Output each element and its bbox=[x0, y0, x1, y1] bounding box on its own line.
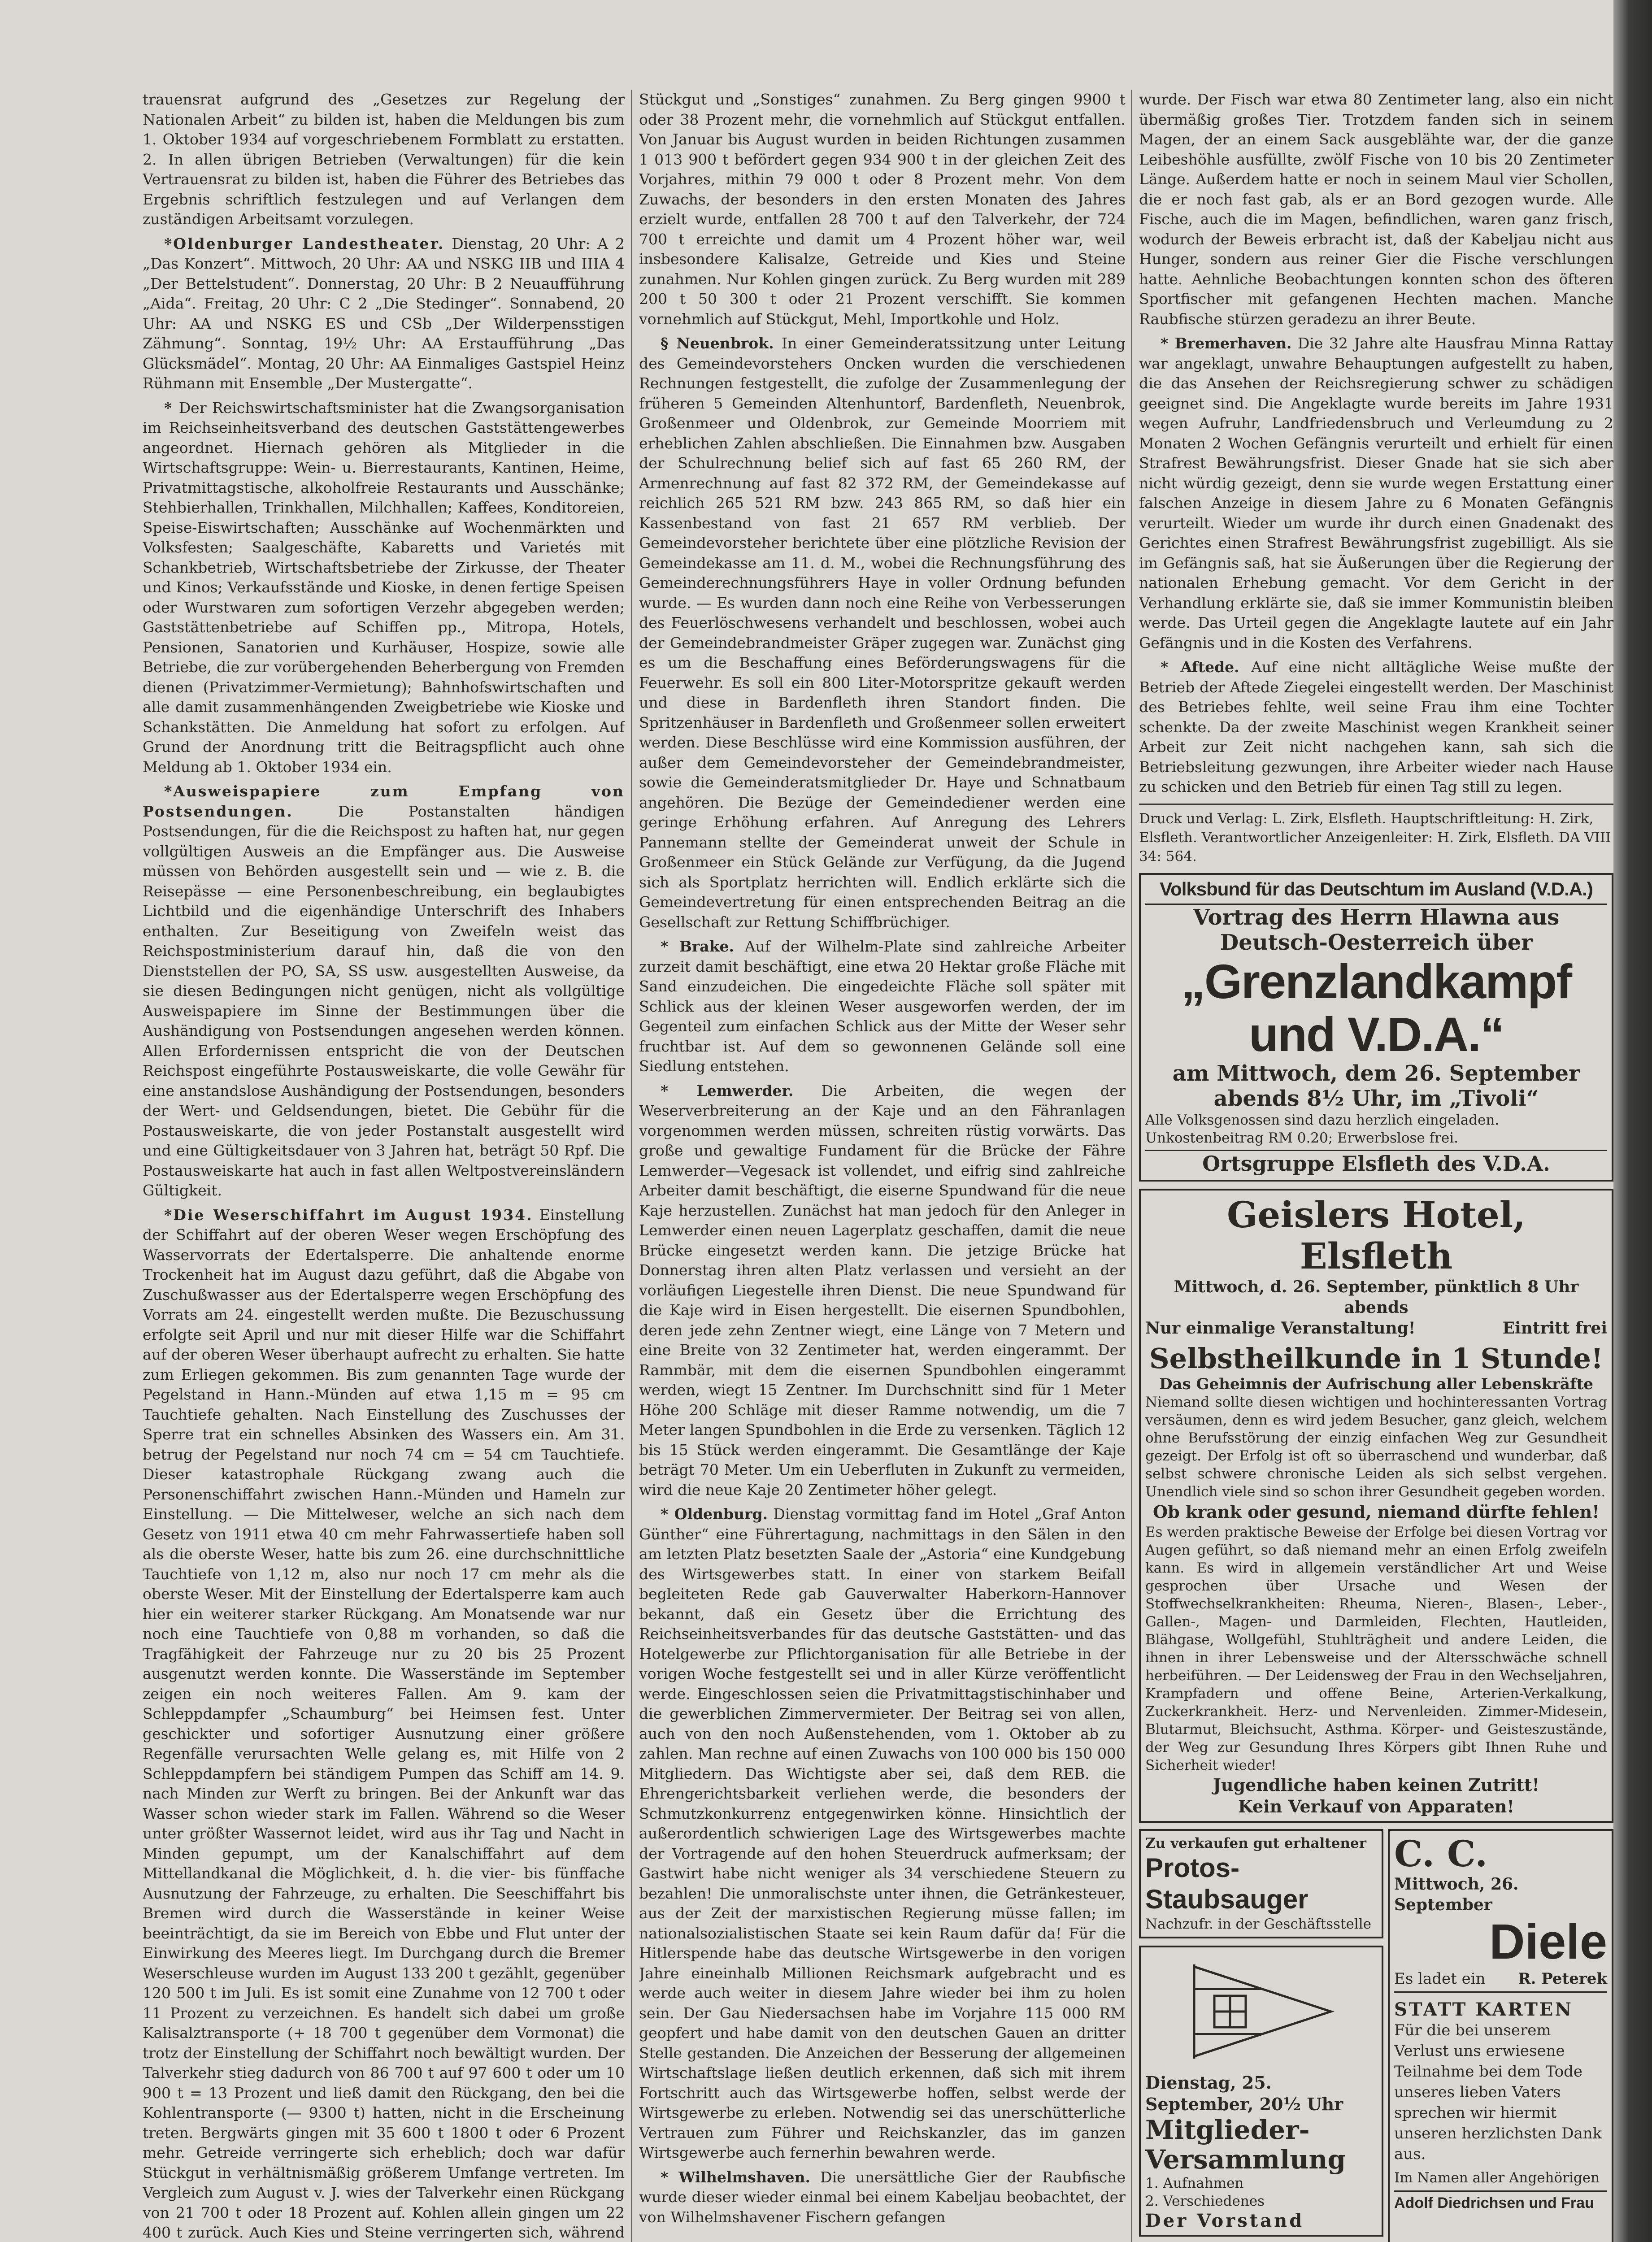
article-paragraph: § Neuenbrok. In einer Gemeinderatssitzung unter Leitung des Gemeindevorstehers Oncken wurden die verschiedenen Rechnungen festgestellt, die zufolge der Zusammenlegung der früheren 5 Gemeinden Altenhuntorf, Bardenfleth, Neuenbrok, Großenmeer und Oldenbrok, zur Gemeinde Moorriem mit erheblichen Zahlen abschließen. Die Einnahmen bzw. Ausgaben der Schulrechnung belief sich auf fast 65 260 RM, der Armenrechnung auf fast 82 372 RM, der Gemeindekasse auf reichlich 265 521 RM bzw. 243 865 RM, so daß hier ein Kassenbestand von fast 21 657 RM verblieb. Der Gemeindevorsteher berichtete über eine plötzliche Revision der Gemeindekasse am 11. d. M., wobei die Rechnungsführung des Gemeinderechnungsführers Haye in voller Ordnung befunden wurde. — Es wurden dann noch eine Reihe von Verbesserungen des Feuerlöschwesens verhandelt und beschlossen, wobei auch der Gemeindebrandmeister Gräper zugegen war. Zunächst ging es um die Beschaffung eines Beförderungswagens für die Feuerwehr. Es soll ein 800 Liter-Motorspritze gekauft werden und diese in Bardenfleth ihren Standort finden. Die Spritzenhäuser in Bardenfleth und Großenmeer sollen erweitert werden. Diese Beschlüsse wird eine Kommission ausführen, der außer dem Gemeindevorsteher der Gemeindebrandmeister, sowie die Gemeinderatsmitglieder Dr. Haye und Schnatbaum angehören. Die Bezüge der Gemeindediener werden eine geringe Erhöhung erfahren. Auf Anregung des Lehrers Pannemann stellte der Gemeinderat unweit der Schule in Großenmeer ein Stück Gelände zur Verfügung, da die Jugend sich als Sportplatz herrichten will. Endlich erklärte sich die Gemeindevertretung für einen entsprechenden Beitrag an die Gesellschaft zur Rettung Schiffbrüchiger. bbox=[639, 335, 1126, 931]
ad-text: 1. Aufnahmen bbox=[1145, 2175, 1244, 2191]
ad-text: am Mittwoch, dem 26. September bbox=[1172, 1060, 1580, 1086]
ad-text: Jugendliche haben keinen Zutritt! bbox=[1213, 1774, 1540, 1795]
ad-text: Ob krank oder gesund, niemand dürfte fehlen! bbox=[1153, 1501, 1600, 1522]
column-2 bbox=[639, 90, 1126, 2242]
ad-headline: C. C. bbox=[1394, 1832, 1488, 1875]
column-rule bbox=[1131, 90, 1132, 2242]
ad-signature: Ortsgruppe Elsfleth des V.D.A. bbox=[1145, 1150, 1607, 1176]
ad-text: Zu verkaufen gut erhaltener bbox=[1145, 1835, 1366, 1851]
ad-text: Das Geheimnis der Aufrischung aller Lebenskräfte bbox=[1159, 1375, 1593, 1393]
article-paragraph: * Bremerhaven. Die 32 Jahre alte Hausfrau Minna Rattay war angeklagt, unwahre Behauptungen aufgestellt zu haben, die das Ansehen der Reichsregierung schwer zu schädigen geeignet sind. Die Angeklagte wurde bereits im Jahre 1931 wegen Aufruhr, Landfriedensbruch und Verleumdung zu 2 Monaten 2 Wochen Gefängnis verurteilt und erhielt für einen Strafrest Bewährungsfrist. Dieser Gnade hat sie sich aber nicht würdig gezeigt, denn sie wurde wegen Erstattung einer falschen Anzeige in diesem Jahre zu 6 Monaten Gefängnis verurteilt. Wieder um wurde ihr durch einen Gnadenakt des Gerichtes einen Strafrest Bewährungsfrist zugebilligt. Als sie im Gefängnis saß, hat sie Äußerungen über die Regierung der nationalen Erhebung gemacht. Vor dem Gericht in der Verhandlung erklärte sie, daß sie immer Kommunistin bleiben werde. Das Urteil gegen die Angeklagte lautete auf ein Jahr Gefängnis und in die Kosten des Verfahrens. bbox=[1139, 335, 1613, 652]
ad-text: Alle Volksgenossen sind dazu herzlich eingeladen. Unkostenbeitrag RM 0.20; Erwerbslose frei. bbox=[1145, 1112, 1500, 1146]
small-ads bbox=[1139, 1829, 1383, 2242]
article-paragraph: * Brake. Auf der Wilhelm-Plate sind zahlreiche Arbeiter zurzeit damit beschäftigt, eine etwa 20 Hektar große Fläche mit Sand einzudeichen. Die eingedeichte Fläche soll später mit Schlick aus der kleinen Weser ausgeworfen werden, der im Gegenteil zum einfachen Schlick aus der Mitte der Weser sehr fruchtbar ist. Auf dem so gewonnenen Gelände soll eine Siedlung entstehen. bbox=[639, 938, 1126, 1075]
ad-title: Geislers Hotel, Elsfleth bbox=[1226, 1193, 1526, 1277]
ad-text: Vortrag des Herrn Hlawna aus Deutsch-Oesterreich über bbox=[1193, 904, 1560, 955]
ad-text: Mittwoch, 26. September bbox=[1394, 1874, 1519, 1914]
ad-text: Es ladet ein bbox=[1394, 1969, 1486, 1988]
ad-text: R. Peterek bbox=[1518, 1969, 1607, 1988]
ad-text: Niemand sollte diesen wichtigen und hochinteressanten Vortrag versäumen, denn es wird jedem Besucher, ganz gleich, welchem ohne Berufsstörung der einzig einfachen Weg zur Gesundheit gezeigt. Der Erfolg ist oft so überraschend und wunderbar, daß selbst schwere chronische Leiden als sich selbst vergehen. Unendlich viele sind so schon ihrer Gesundheit gegeben worden. bbox=[1145, 1394, 1607, 1500]
ad-headline: Mitglieder-Versammlung bbox=[1145, 2114, 1346, 2175]
ad-text: 2. Verschiedenes bbox=[1145, 2193, 1265, 2209]
ad-text: Nur einmalige Veranstaltung! bbox=[1145, 1318, 1416, 1338]
vda-advertisement bbox=[1139, 873, 1613, 1182]
article-paragraph: * Oldenburg. Dienstag vormittag fand im Hotel „Graf Anton Günther“ eine Führertagung, nachmittags in den Sälen in den am letzten Platz besetzten Saale der „Astoria“ eine Kundgebung des Wirtsgewerbes statt. In einer von starkem Beifall begleiteten Rede gab Gauverwalter Haberkorn-Hannover bekannt, daß ein Gesetz über die Errichtung des Reichseinheitsverbandes für das deutsche Gaststätten- und das Hotelgewerbe zur Pflichtorganisation für alle Betriebe in der vorigen Woche festgestellt sei und in aller Kürze veröffentlicht werde. Eingeschlossen seien die Privatmittagstischinhaber und die gewerblichen Zimmervermieter. Der Beitrag sei von allen, auch von den noch Außenstehenden, vom 1. Oktober ab zu zahlen. Man rechne auf einen Zuwachs von 100 000 bis 150 000 Mitgliedern. Das Wichtigste aber sei, daß dem REB. die Ehrengerichtsbarkeit verliehen werde, die besonders der Schmutzkonkurrenz entgegenwirken könne. Hinsichtlich der außerordentlich schwierigen Lage des Wirtsgewerbes machte der Vortragende auf den hohen Steuerdruck aufmerksam; der Gastwirt habe nicht weniger als 34 verschiedene Steuern zu bezahlen! Die unmoralischste unter ihnen, die Getränkesteuer, aus der Zeit der marxistischen Regierung müsse fallen; im nationalsozialistischen Staate sei kein Raum dafür da! Für die Hitlerspende habe das deutsche Wirtsgewerbe in den vorigen Jahre eineinhalb Millionen Reichsmark aufgebracht und es werde auch weiter in diesem Jahre wieder bei ihm zu holen sein. Der Gau Niedersachsen habe im Vorjahre 115 000 RM geopfert und habe damit von den deutschen Gauen an dritter Stelle gestanden. Die Anzeichen der Besserung der allgemeinen Wirtschaftslage ließen deutlich erkennen, daß sich mit ihrem Fortschritt auch das Wirtsgewerbe hoffen, selbst werde der Wirtsgewerbe zu erleben. Notwendig sei das unerschütterliche Vertrauen zum Führer und Reichskanzler, das im ganzen Wirtsgewerbe auch fernerhin bewahren werde. bbox=[639, 1505, 1126, 2161]
article-paragraph: * Wilhelmshaven. Die unersättliche Gier der Raubfische wurde dieser wieder einmal bei einem Kabeljau beobachtet, der von Wilhelmshavener Fischern gefangen bbox=[639, 2168, 1126, 2226]
imprint: Druck und Verlag: L. Zirk, Elsfleth. Hauptschriftleitung: H. Zirk, Elsfleth. Verantwortlicher Anzeigenleiter: H. Zirk, Elsfleth. DA VIII 34: 564. bbox=[1139, 804, 1613, 866]
ad-text: Für die bei unserem Verlust uns erwiesene Teilnahme bei dem Tode unseres lieben Vaters sprechen wir hiermit unseren herzlichsten Dank aus. bbox=[1394, 2021, 1602, 2163]
article-paragraph: * Lemwerder. Die Arbeiten, die wegen der Weserverbreiterung an der Kaje und an den Fähranlagen vorgenommen werden müssen, schreiten rüstig vorwärts. Das große und gewaltige Fundament für die Brücke der Fähre Lemwerder—Vegesack ist vollendet, und eifrig sind zahlreiche Arbeiter damit beschäftigt, die eiserne Spundwand für die neue Kaje herzustellen. Zunächst hat man jedoch für den Anleger in Lemwerder einen neuen Lagerplatz geschaffen, damit die neue Brücke eingesetzt werden kann. Die jetzige Brücke hat Donnerstag ihren alten Platz verlassen und versieht an der vorläufigen Liegestelle ihren Dienst. Die neue Spundwand für die Kaje wird in Eisen hergestellt. Die eisernen Spundbohlen, deren jede zehn Zentner wiegt, eine Länge von 7 Metern und eine Breite von 32 Zentimeter hat, werden eingerammt. Der Rammbär, mit dem die eisernen Spundbohlen eingerammt werden, wiegt 15 Zentner. Im Durchschnitt sind für 1 Meter Höhe 200 Schläge mit dieser Ramme notwendig, um die 7 Meter langen Spundbohlen in die Erde zu versenken. Täglich 12 bis 15 Stück werden eingerammt. Die Gesamtlänge der Kaje beträgt 70 Meter. Um ein Ueberfluten in Zukunft zu vermeiden, wird die neue Kaje 20 Zentimeter höher gelegt. bbox=[639, 1082, 1126, 1499]
ad-headline: „Grenzlandkampf und V.D.A.“ bbox=[1181, 954, 1572, 1061]
ad-text: Im Namen aller Angehörigen bbox=[1394, 2169, 1600, 2186]
article-paragraph: trauensrat aufgrund des „Gesetzes zur Regelung der Nationalen Arbeit“ zu bilden ist, haben die Meldungen bis zum 1. Oktober 1934 auf vorgeschriebenem Formblatt zu erstatten. 2. In allen übrigen Betrieben (Verwaltungen) für die kein Vertrauensrat zu bilden ist, haben die Führer des Betriebes das Ergebnis schriftlich festzulegen und auf Verlangen dem zuständigen Arbeitsamt vorzulegen. bbox=[143, 91, 625, 228]
ad-text: Kein Verkauf von Apparaten! bbox=[1238, 1796, 1515, 1816]
column-1 bbox=[143, 90, 625, 2242]
ad-text: Dienstag, 25. September, 20½ Uhr bbox=[1145, 2072, 1343, 2114]
article-paragraph: *Oldenburger Landestheater. Dienstag, 20 Uhr: A 2 „Das Konzert“. Mittwoch, 20 Uhr: AA und NSKG IIB und IIIA 4 „Der Bettelstudent“. Donnerstag, 20 Uhr: B 2 Neuaufführung „Aida“. Freitag, 20 Uhr: C 2 „Die Stedinger“. Sonnabend, 20 Uhr: AA und NSKG ES und CSb „Der Wilderpensstigen Zähmung“. Sonntag, 19½ Uhr: AA Erstaufführung „Das Glücksmädel“. Montag, 20 Uhr: AA Einmaliges Gastspiel Heinz Rühmann mit Ensemble „Der Mustergatte“. bbox=[143, 235, 625, 392]
ad-banner: Volksbund für das Deutschtum im Ausland (V.D.A.) bbox=[1145, 878, 1607, 905]
article-paragraph: * Der Reichswirtschaftsminister hat die Zwangsorganisation im Reichseinheitsverband des deutschen Gaststättengewerbes angeordnet. Hiernach gehören als Mitglieder in die Wirtschaftsgruppe: Wein- u. Bierrestaurants, Kantinen, Heime, Privatmittagstische, alkoholfreie Restaurants und Ausschänke; Stehbierhallen, Trinkhallen, Milchhallen; Kaffees, Konditoreien, Speise-Eiswirtschaften; Ausschänke auf Wochenmärkten und Volksfesten; Saalgeschäfte, Kabaretts und Varietés mit Schankbetrieb, Wirtschaftsbetriebe der Zirkusse, der Theater und Kinos; Verkaufsstände und Kioske, in denen fertige Speisen oder Wurstwaren zum sofortigen Verzehr abgegeben werden; Gaststättenbetriebe auf Schiffen pp., Mitropa, Hotels, Pensionen, Sanatorien und Kurhäuser, Hospize, sowie alle Betriebe, die zur vorübergehenden Beherbergung von Fremden dienen (Privatzimmer-Vermietung); Bahnhofswirtschaften und alle damit zusammenhängenden Zweigbetriebe wie Kioske und Schankstätten. Die Anmeldung hat sofort zu erfolgen. Auf Grund der Anordnung tritt die Beitragspflicht auch ohne Meldung ab 1. Oktober 1934 ein. bbox=[143, 399, 625, 776]
ad-headline: Diele bbox=[1489, 1914, 1607, 1969]
article-paragraph: Stückgut und „Sonstiges“ zunahmen. Zu Berg gingen 9900 t oder 38 Prozent mehr, die vornehmlich auf Stückgut entfallen. Von Januar bis August wurden in beiden Richtungen zusammen 1 013 900 t befördert gegen 934 900 t in der gleichen Zeit des Vorjahres, mithin 79 000 t oder 8 Prozent mehr. Von dem Zuwachs, der besonders in den ersten Monaten des Jahres erzielt wurde, entfallen 28 700 t auf den Talverkehr, der 724 700 t erreichte und damit um 4 Prozent höher war, weil insbesondere Kalisalze, Getreide und Kies und Steine zunahmen. Nur Kohlen gingen zurück. Zu Berg wurden mit 289 200 t 50 300 t oder 21 Prozent verschifft. Sie kommen vornehmlich auf Stückgut, Mehl, Importkohle und Holz. bbox=[639, 91, 1126, 328]
lecture-advertisement bbox=[1139, 1189, 1613, 1823]
article-paragraph: wurde. Der Fisch war etwa 80 Zentimeter lang, also ein nicht übermäßig großes Tier. Trotzdem fanden sich in seinem Magen, der an einem Sack ausgeblähte war, der die ganze Leibeshöhle ausfüllte, zwölf Fische von 10 bis 20 Zentimeter Länge. Außerdem hatte er noch in seinem Maul vier Schollen, die er noch fast gab, als er an Bord gezogen wurde. Alle Fische, auch die im Magen, befindlichen, waren ganz frisch, wodurch der Beweis erbracht ist, daß der Kabeljau nicht aus Hunger, sondern aus reiner Gier die Fische verschlungen hatte. Aehnliche Beobachtungen konnten schon des öfteren Sportfischer mit gefangenen Hechten machen. Manche Raubfische stürzen geradezu an ihrer Beute. bbox=[1139, 91, 1613, 328]
ad-signature: Der Vorstand bbox=[1145, 2210, 1304, 2231]
article-paragraph: *Ausweispapiere zum Empfang von Postsendungen. Die Postanstalten händigen Postsendungen, für die die Reichspost zu haften hat, nur gegen vollgültigen Ausweis an die Empfänger aus. Die Ausweise müssen von Behörden ausgestellt sein und — wie z. B. die Reisepässe — eine Personenbeschreibung, ein beglaubigtes Lichtbild und die eigenhändige Unterschrift des Inhabers enthalten. Zur Beseitigung von Zweifeln weist das Reichspostministerium darauf hin, daß die von den Dienststellen der PO, SA, SS usw. ausgestellten Ausweise, da sie diesen Bedingungen nicht genügen, nicht als vollgültige Ausweispapiere im Sinne der Bestimmungen über die Aushändigung von Postsendungen angesehen werden können. Allen Erfordernissen entspricht die von der Deutschen Reichspost eingeführte Postausweiskarte, die volle Gewähr für eine anstandslose Aushändigung der Postsendungen, besonders der Wert- und Geldsendungen, bietet. Die Gebühr für die Postausweiskarte, die von jeder Postanstalt ausgestellt wird und eine Gültigkeitsdauer von 3 Jahren hat, beträgt 50 Rpf. Die Postausweiskarte hat auch in fast allen Weltpostvereinsländern Gültigkeit. bbox=[143, 782, 625, 1199]
column-3 bbox=[1139, 90, 1613, 2242]
ad-text: Eintritt frei bbox=[1502, 1318, 1607, 1338]
ad-text: Mittwoch, d. 26. September, pünktlich 8 Uhr abends bbox=[1174, 1277, 1579, 1317]
article-paragraph: *Die Weserschiffahrt im August 1934. Einstellung der Schiffahrt auf der oberen Weser wegen Erschöpfung des Wasservorrats der Edertalsperre. Die anhaltende enorme Trockenheit hat im August dazu geführt, daß die Abgabe von Zuschußwasser aus der Edertalsperre wegen Erschöpfung des Vorrats am 24. eingestellt werden mußte. Die Bezuschussung erfolgte seit April und nur mit dieser Hilfe war die Schiffahrt auf der oberen Weser überhaupt aufrecht zu erhalten. Sie hatte zum Erliegen gekommen. Bis zum genannten Tage wurde der Pegelstand in Hann.-Münden auf etwa 1,15 m = 95 cm Tauchtiefe gehalten. Nach Einstellung des Zuschusses der Sperre trat ein schnelles Absinken des Wassers ein. Am 31. betrug der Pegelstand nur noch 74 cm = 54 cm Tauchtiefe. Dieser katastrophale Rückgang zwang auch die Personenschiffahrt zwischen Hann.-Münden und Hameln zur Einstellung. — Die Mittelweser, welche an sich nach dem Gesetz von 1911 etwa 40 cm mehr Fahrwassertiefe haben soll als die oberste Weser, hatte bis zum 26. eine durchschnittliche Tauchtiefe von 1,12 m, also nur noch 17 cm mehr als die oberste Weser. Mit der Einstellung der Edertalsperre kam auch hier ein weiterer starker Rückgang. Am Monatsende war nur noch eine Tauchtiefe von 0,88 m vorhanden, so daß die Tragfähigkeit der Fahrzeuge nur zu 20 bis 25 Prozent ausgenutzt werden konnte. Die Wasserstände im September zeigen ein noch weiteres Fallen. Am 9. kam der Schleppdampfer „Schaumburg“ bei Heimsen fest. Unter geschickter und sofortiger Ausnutzung einer größere Regenfälle verursachten Welle gelang es, mit Hilfe von 2 Schleppdampfern bei ständigem Pumpen das Schiff am 14. 9. nach Minden zur Werft zu bringen. Bei der Ankunft war das Wasser schon wieder stark im Fallen. Während so die Weser unter größter Wassernot leidet, wird aus ihr Tag und Nacht in Minden gepumpt, um der Kanalschiffahrt auf dem Mittellandkanal die Möglichkeit, d. h. die vier- bis fünffache Ausnutzung der Fahrzeuge, zu erhalten. Die Seeschiffahrt bis Bremen wird durch die Wasserstände in keiner Weise beeinträchtigt, da sie im Bereich von Ebbe und Flut unter der Einwirkung des Meeres liegt. Im Durchgang durch die Bremer Weserschleuse wurden im August 133 200 t gezählt, gegenüber 120 500 t im Juli. Es ist somit eine Zunahme von 12 700 t oder 11 Prozent zu verzeichnen. Es handelt sich dabei um große Kalisalztransporte (+ 18 700 t gegenüber dem Vormonat) die trotz der Einstellung der Schiffahrt noch bewältigt wurden. Der Talverkehr stieg dadurch von 86 700 t auf 97 600 t oder um 10 900 t = 13 Prozent und ließ damit den Rückgang, den bei die Kohlentransporte (— 9300 t) hatten, nicht in die Erscheinung treten. Bergwärts gingen mit 35 600 t 1800 t oder 6 Prozent mehr. Getreide verringerte sich erheblich; doch war dafür Stückgut in verhältnismäßig größerem Umfange vertreten. Im Vergleich zum August v. J. wies der Talverkehr einen Rückgang von 21 700 t oder 18 Prozent auf. Kohlen allein gingen um 22 400 t zurück. Auch Kies und Steine verringerten sich, während bbox=[143, 1206, 625, 2241]
page-binding-edge bbox=[1613, 0, 1652, 2242]
ad-headline: STATT KARTEN bbox=[1394, 1999, 1573, 2020]
article-paragraph: * Aftede. Auf eine nicht alltägliche Weise mußte der Betrieb der Aftede Ziegelei eingestellt werden. Der Maschinist des Betriebes fehlte, weil seine Frau ihm eine Tochter schenkte. Da der zweite Maschinist wegen Krankheit seiner Arbeit zur Zeit nicht nachgehen kann, sah sich die Betriebsleitung gezwungen, ihre Arbeiter wieder nach Hause zu schicken und den Betrieb für einen Tag still zu legen. bbox=[1139, 658, 1613, 795]
ad-text: Es werden praktische Beweise der Erfolge bei diesen Vortrag vor Augen geführt, so daß niemand mehr an einen Erfolg zweifeln kann. Es wird in allgemein verständlicher Art und Weise gesprochen über Ursache und Wesen der Stoffwechselkrankheiten: Rheuma, Nieren-, Blasen-, Leber-, Gallen-, Magen- und Darmleiden, Flechten, Hautleiden, Blähgase, Wollgefühl, Stuhlträgheit und andere Leiden, die ihnen in ihrer Lebensweise und der Altersschwäche schnell herbeiführen. — Der Leidensweg der Frau in den Wechseljahren, Krampfadern und offene Beine, Arterien-Verkalkung, Zuckerkrankheit. Herz- und Nervenleiden. Zimmer-Midesein, Blutarmut, Bleichsucht, Asthma. Körper- und Geisteszustände, der Weg zur Gesundung Ihres Körpers gibt Ihnen Ruhe und Sicherheit wieder! bbox=[1145, 1524, 1607, 1773]
ad-headline: Selbstheilkunde in 1 Stunde! bbox=[1149, 1342, 1604, 1375]
ad-headline: Protos-Staubsauger bbox=[1145, 1852, 1309, 1914]
bottom-ads bbox=[1139, 1829, 1613, 2242]
ad-text: Nachzufr. in der Geschäftsstelle bbox=[1145, 1916, 1371, 1932]
right-ads bbox=[1388, 1829, 1613, 2242]
ad-text: abends 8½ Uhr, im „Tivoli“ bbox=[1213, 1086, 1539, 1111]
pennant-flag-icon bbox=[1187, 1960, 1335, 2063]
ad-signature: Adolf Diedrichsen und Frau bbox=[1394, 2190, 1607, 2212]
column-rule bbox=[631, 90, 632, 2242]
